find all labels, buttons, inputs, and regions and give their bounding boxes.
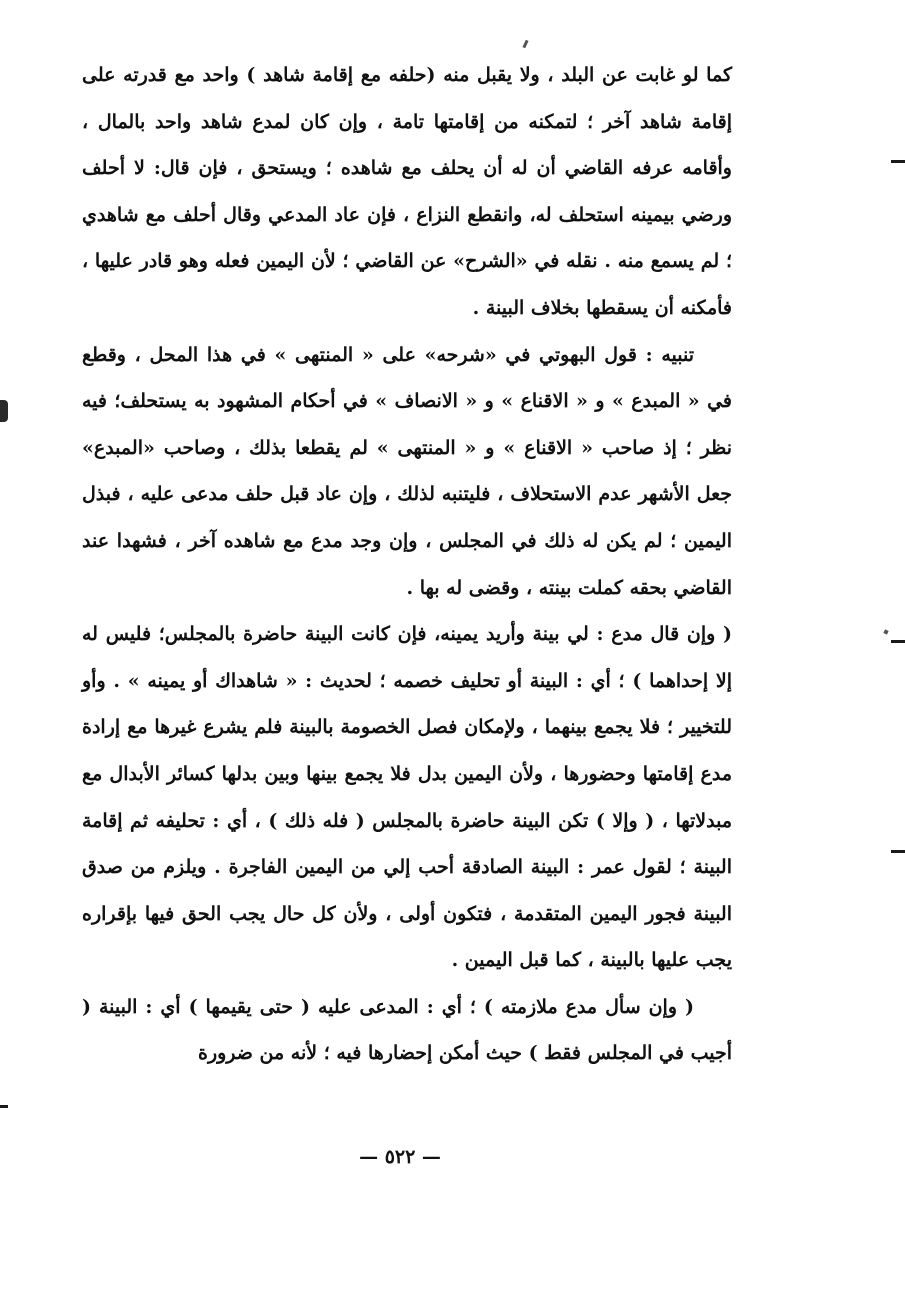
paragraph: ( وإن سأل مدع ملازمته ) ؛ أي : المدعى عليه ( حتى يقيمها ) أي : البينة ( أجيب في المجلس فقط ) حيث أمكن إحضارها فيه ؛ لأنه من ضرورة [82, 995, 732, 1065]
body-text [82, 52, 732, 1077]
paragraph: تنبيه : قول البهوتي في «شرحه» على « المنتهى » في هذا المحل ، وقطع في « المبدع » و « الاقناع » و « الانصاف » في أحكام المشهود به يستحلف؛ فيه نظر ؛ إذ صاحب « الاقناع » و « المنتهى » لم يقطعا بذلك ، وصاحب «المبدع» جعل الأشهر عدم الاستحلاف ، فليتنبه لذلك ، وإن عاد قبل حلف مدعى عليه ، فبذل اليمين ؛ لم يكن له ذلك في المجلس ، وإن وجد مدع مع شاهده آخر ، فشهدا عند القاضي بحقه كملت بينته ، وقضى له بها . [82, 343, 732, 599]
paragraph: ( وإن قال مدع : لي بينة وأريد يمينه، فإن كانت البينة حاضرة بالمجلس؛ فليس له إلا إحداهما ) ؛ أي : البينة أو تحليف خصمه ؛ لحديث : « شاهداك أو يمينه » . وأو للتخيير ؛ فلا يجمع بينهما ، ولإمكان فصل الخصومة بالبينة فلم يشرع غيرها مع إرادة مدع إقامتها وحضورها ، ولأن اليمين بدل فلا يجمع بينها وبين بدلها كسائر الأبدال مع مبدلاتها ، ( وإلا ) تكن البينة حاضرة بالمجلس ( فله ذلك ) ، أي : تحليفه ثم إقامة البينة ؛ لقول عمر : البينة الصادقة أحب إلي من اليمين الفاجرة . ويلزم من صدق البينة فجور اليمين المتقدمة ، فتكون أولى ، ولأن كل حال يجب الحق فيها بإقراره يجب عليها بالبينة ، كما قبل اليمين . [82, 623, 732, 972]
margin-mark [891, 850, 905, 853]
paragraph: كما لو غابت عن البلد ، ولا يقبل منه (حلفه مع إقامة شاهد ) واحد مع قدرته على إقامة شاهد آخر ؛ لتمكنه من إقامتها تامة ، وإن كان لمدع شاهد واحد بالمال ، وأقامه عرفه القاضي أن له أن يحلف مع شاهده ؛ ويستحق ، فإن قال: لا أحلف ورضي بيمينه استحلف له، وانقطع النزاع ، فإن عاد المدعي وقال أحلف مع شاهدي ؛ لم يسمع منه . نقله في «الشرح» عن القاضي ؛ لأن اليمين فعله وهو قادر عليها ، فأمكنه أن يسقطها بخلاف البينة . [82, 64, 732, 319]
margin-blot [0, 400, 8, 422]
margin-mark [891, 640, 905, 643]
margin-mark [0, 1105, 8, 1108]
ink-speck [522, 40, 528, 49]
margin-mark [891, 160, 905, 163]
page-number: — ٥٢٢ — [359, 1146, 441, 1168]
ink-speck [883, 629, 888, 634]
